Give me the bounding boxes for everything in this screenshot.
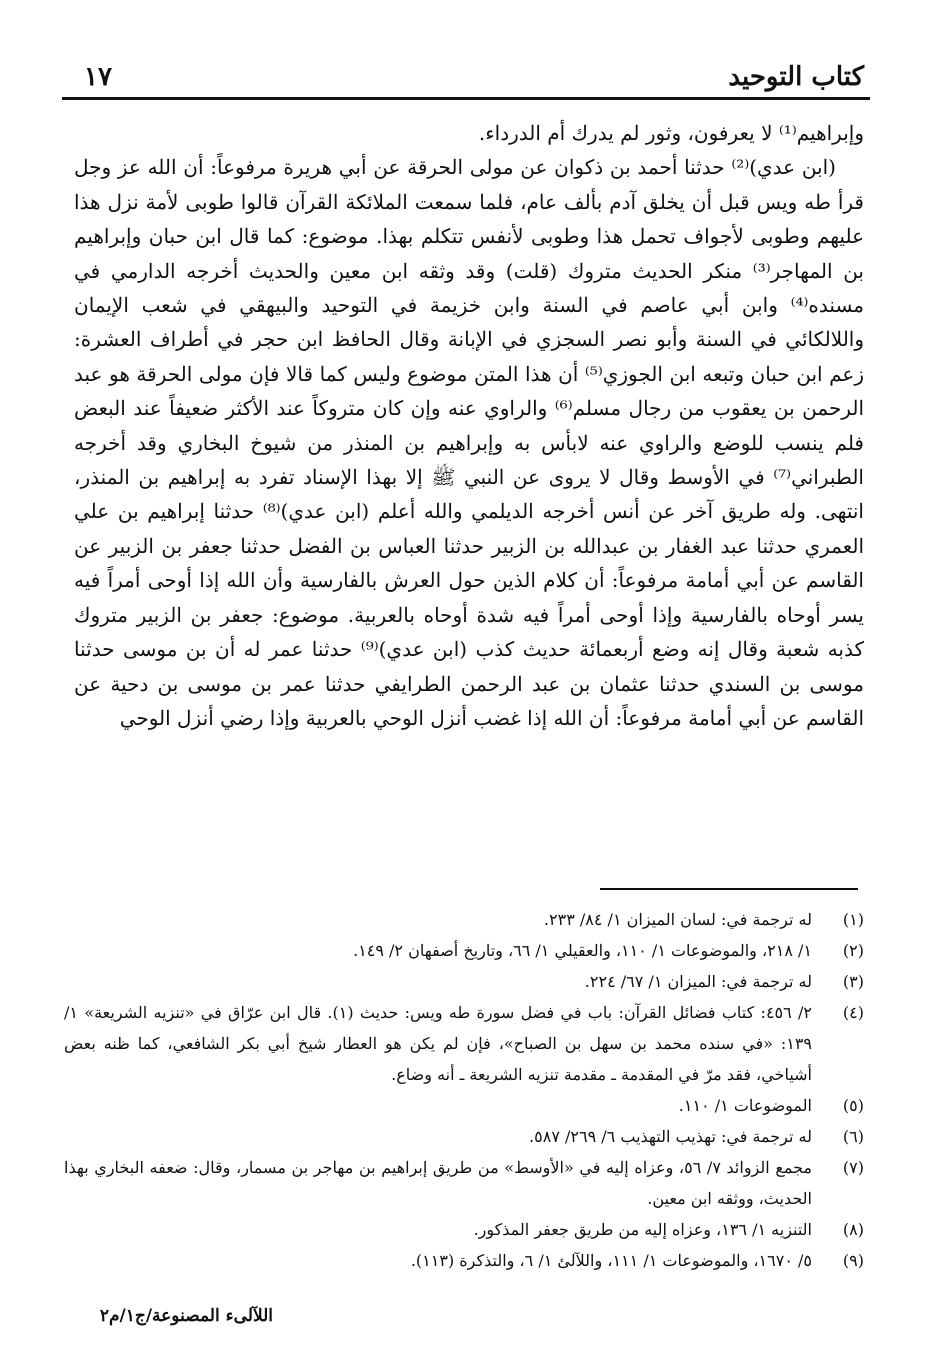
footnote-text: الموضوعات ١/ ١١٠. <box>678 1096 812 1115</box>
footnote-number: (٤) <box>842 1003 864 1022</box>
footnote-text: له ترجمة في: الميزان ١/ ٦٧/ ٢٢٤. <box>584 972 812 991</box>
paragraph: وإبراهيم⁽¹⁾ لا يعرفون، وثور لم يدرك أم الدرداء. <box>478 121 864 145</box>
main-text <box>74 116 864 735</box>
footnote-text: ١/ ٢١٨، والموضوعات ١/ ١١٠، والعقيلي ١/ ٦٦، وتاريخ أصفهان ٢/ ١٤٩. <box>353 941 812 960</box>
printer-signature: اللآلىء المصنوعة/ج١/م٢ <box>99 1306 273 1326</box>
footnote-text: مجمع الزوائد ٧/ ٥٦، وعزاه إليه في «الأوسط» من طريق إبراهيم بن مهاجر بن مسمار، وقال: ضعفه البخاري بهذا الحديث، ووثقه ابن معين. <box>64 1158 813 1208</box>
footnote-item <box>64 1152 864 1214</box>
footnote-item <box>64 997 864 1090</box>
footnote-item <box>64 1245 864 1276</box>
footnote-text: له ترجمة في: تهذيب التهذيب ٦/ ٢٦٩/ ٥٨٧. <box>529 1127 812 1146</box>
footnote-item <box>64 966 864 997</box>
footnote-text: له ترجمة في: لسان الميزان ١/ ٨٤/ ٢٣٣. <box>543 910 812 929</box>
footnote-number: (٢) <box>842 941 864 960</box>
footnote-text: ٥/ ١٦٧٠، والموضوعات ١/ ١١١، واللآلئ ١/ ٦، والتذكرة (١١٣). <box>410 1251 812 1270</box>
footnote-number: (٧) <box>842 1158 864 1177</box>
footnote-number: (٦) <box>842 1127 864 1146</box>
footnote-item <box>64 904 864 935</box>
header-rule <box>62 97 870 100</box>
paragraph: (ابن عدي)⁽²⁾ حدثنا أحمد بن ذكوان عن مولى الحرقة عن أبي هريرة مرفوعاً: أن الله عز وجل قرأ طه ويس قبل أن يخلق آدم بألف عام، فلما سمعت الملائكة القرآن قالوا طوبى لأمة نزل هذا عليهم وطوبى لأجواف تحمل هذا وطوبى لأنفس تتكلم بهذا. موضوع: كما قال ابن حبان وإبراهيم بن المهاجر⁽³⁾ منكر الحديث متروك (قلت) وقد وثقه ابن معين والحديث أخرجه الدارمي في مسنده⁽⁴⁾ وابن أبي عاصم في السنة وابن خزيمة في التوحيد والبيهقي في شعب الإيمان واللالكائي في السنة وأبو نصر السجزي في الإبانة وقال الحافظ ابن حجر في أطراف العشرة: زعم ابن حبان وتبعه ابن الجوزي⁽⁵⁾ أن هذا المتن موضوع وليس كما قالا فإن مولى الحرقة هو عبد الرحمن بن يعقوب من رجال مسلم⁽⁶⁾ والراوي عنه وإن كان متروكاً عند الأكثر ضعيفاً عند البعض فلم ينسب للوضع والراوي عنه لابأس به وإبراهيم بن المنذر من شيوخ البخاري وقد أخرجه الطبراني⁽⁷⁾ في الأوسط وقال لا يروى عن النبي ﷺ إلا بهذا الإسناد تفرد به إبراهيم بن المنذر، انتهى. وله طريق آخر عن أنس أخرجه الديلمي والله أعلم (ابن عدي)⁽⁸⁾ حدثنا إبراهيم بن علي العمري حدثنا عبد الغفار بن عبدالله بن الزبير حدثنا العباس بن الفضل حدثنا جعفر بن الزبير عن القاسم عن أبي أمامة مرفوعاً: أن كلام الذين حول العرش بالفارسية وأن الله إذا أوحى أمراً فيه يسر أوحاه بالفارسية وإذا أوحى أمراً فيه شدة أوحاه بالعربية. موضوع: جعفر بن الزبير متروك كذبه شعبة وقال إنه وضع أربعمائة حديث كذب (ابن عدي)⁽⁹⁾ حدثنا عمر له أن بن موسى حدثنا موسى بن السندي حدثنا عثمان بن عبد الرحمن الطرايفي حدثنا عمر بن موسى بن دحية عن القاسم عن أبي أمامة مرفوعاً: أن الله إذا غضب أنزل الوحي بالعربية وإذا رضي أنزل الوحي <box>74 155 865 730</box>
footnotes <box>64 904 864 1276</box>
footnote-item <box>64 1121 864 1152</box>
footnote-item <box>64 1090 864 1121</box>
page-number: ١٧ <box>84 62 112 92</box>
footnote-number: (٥) <box>842 1096 864 1115</box>
page-header <box>62 56 870 100</box>
footnote-text: التنزيه ١/ ١٣٦، وعزاه إليه من طريق جعفر المذكور. <box>473 1220 812 1239</box>
footnote-item <box>64 1214 864 1245</box>
footnote-number: (١) <box>842 910 864 929</box>
footnote-separator <box>600 888 858 890</box>
footnote-text: ٢/ ٤٥٦: كتاب فضائل القرآن: باب في فضل سورة طه ويس: حديث (١). قال ابن عرّاق في «تنزيه الشريعة» ١/ ١٣٩: «في سنده محمد بن سهل بن الصباح»، فإن لم يكن هو العطار شيخ أبي بكر الشافعي، كما ظنه بعض أشياخي، فقد مرّ في المقدمة ـ مقدمة تنزيه الشريعة ـ أنه وضاع. <box>64 1003 812 1084</box>
footnote-number: (٨) <box>842 1220 864 1239</box>
footnote-number: (٣) <box>842 972 864 991</box>
book-title: كتاب التوحيد <box>728 62 864 92</box>
footnote-number: (٩) <box>842 1251 864 1270</box>
footnote-item <box>64 935 864 966</box>
